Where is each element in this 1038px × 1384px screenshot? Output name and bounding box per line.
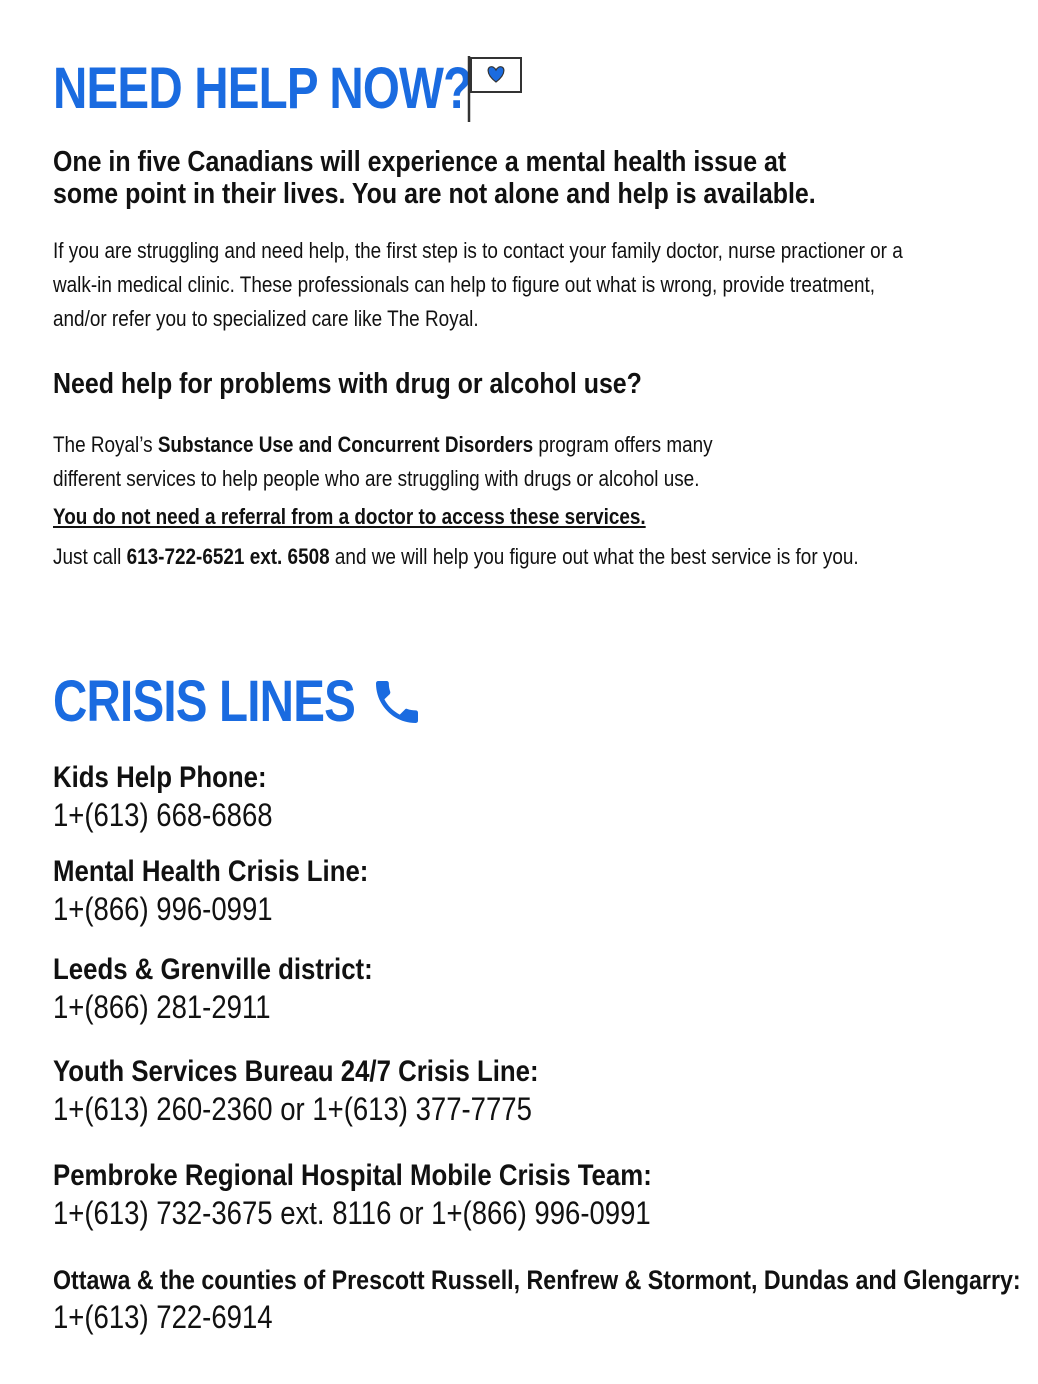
call-number[interactable]: 613-722-6521 ext. 6508 [126,544,330,569]
crisis-line-entry [53,1262,1021,1336]
flag-heart-icon [463,52,527,129]
crisis-line-entry [53,1158,652,1232]
substance-text-before: The Royal’s [53,432,158,457]
intro-line: walk-in medical clinic. These professionals can help to figure out what is wrong, provide treatment, [53,272,876,297]
lead-statement [53,146,913,210]
crisis-line-entry [53,952,373,1026]
intro-paragraph [53,234,903,336]
crisis-line-name: Kids Help Phone: [53,761,267,794]
crisis-line-name: Mental Health Crisis Line: [53,855,369,888]
substance-line: different services to help people who are struggling with drugs or alcohol use. [53,466,700,491]
substance-text-after: program offers many [533,432,713,457]
crisis-line-name: Pembroke Regional Hospital Mobile Crisis Team: [53,1159,652,1192]
crisis-line-number[interactable]: 1+(613) 668-6868 [53,797,273,833]
crisis-lines-title: CRISIS LINES [53,669,356,734]
crisis-line-number[interactable]: 1+(613) 260-2360 or 1+(613) 377-7775 [53,1091,532,1127]
crisis-line-entry [53,760,273,834]
crisis-line-entry [53,1054,539,1128]
crisis-line-name: Leeds & Grenville district: [53,953,373,986]
crisis-line-number[interactable]: 1+(613) 732-3675 ext. 8116 or 1+(866) 996-0991 [53,1195,651,1231]
call-line [53,540,859,574]
lead-line: some point in their lives. You are not alone and help is available. [53,178,816,210]
program-name: Substance Use and Concurrent Disorders [157,432,534,457]
crisis-line-number[interactable]: 1+(613) 722-6914 [53,1299,273,1335]
call-before: Just call [53,544,127,569]
phone-icon [369,674,425,735]
substance-paragraph [53,428,713,496]
crisis-line-name: Ottawa & the counties of Prescott Russell, Renfrew & Stormont, Dundas and Glengarry: [53,1265,1021,1295]
call-after: and we will help you figure out what the best service is for you. [329,544,859,569]
intro-line: and/or refer you to specialized care like The Royal. [53,306,479,331]
call-instructions [53,540,859,574]
need-help-title: NEED HELP NOW? [53,56,472,121]
substance-line [53,428,713,462]
lead-line: One in five Canadians will experience a mental health issue at [53,146,787,178]
no-referral-text: You do not need a referral from a doctor to access these services. [53,504,646,529]
crisis-line-name: Youth Services Bureau 24/7 Crisis Line: [53,1055,539,1088]
intro-line: If you are struggling and need help, the first step is to contact your family doctor, nurse practioner or a [53,238,903,263]
crisis-line-number[interactable]: 1+(866) 281-2911 [53,989,271,1025]
crisis-line-entry [53,854,368,928]
substance-heading: Need help for problems with drug or alcohol use? [53,368,642,400]
crisis-line-number[interactable]: 1+(866) 996-0991 [53,891,273,927]
no-referral-notice [53,500,646,534]
